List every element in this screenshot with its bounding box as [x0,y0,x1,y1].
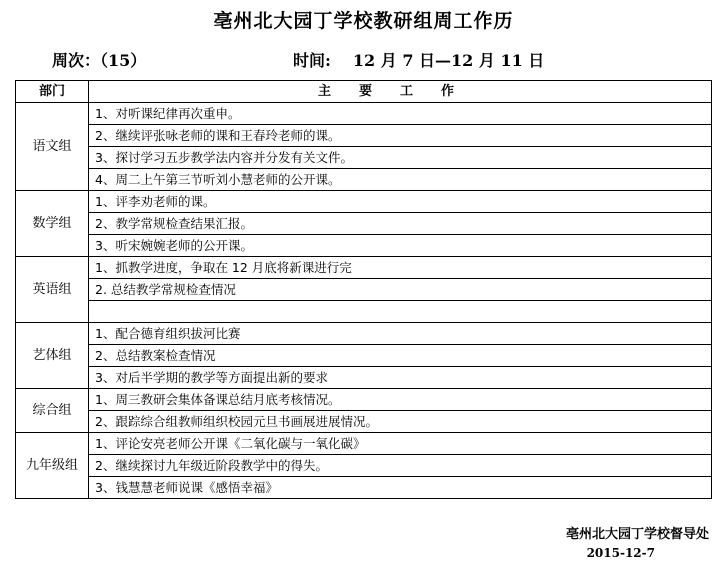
dept-cell: 语文组 [16,103,89,191]
week-number: 周次：（15） [52,51,147,70]
task-cell: 2、继续评张咏老师的课和王春玲老师的课。 [89,125,712,147]
table-row [16,235,712,257]
table-row [16,345,712,367]
table-row [16,455,712,477]
task-cell: 1、评论安亮老师公开课《二氧化碳与一氧化碳》 [89,433,712,455]
schedule-body [16,103,712,499]
table-row [16,389,712,411]
task-cell: 3、听宋婉婉老师的公开课。 [89,235,712,257]
task-cell: 2、跟踪综合组教师组织校园元旦书画展进展情况。 [89,411,712,433]
dept-cell: 九年级组 [16,433,89,499]
time-range: 12 月 7 日—12 月 11 日 [352,51,545,70]
task-cell [89,301,712,323]
task-cell: 2、教学常规检查结果汇报。 [89,213,712,235]
task-cell: 1、对听课纪律再次重申。 [89,103,712,125]
table-row [16,213,712,235]
task-cell: 3、对后半学期的教学等方面提出新的要求 [89,367,712,389]
table-row [16,169,712,191]
table-row [16,147,712,169]
task-cell: 3、探讨学习五步教学法内容并分发有关文件。 [89,147,712,169]
task-cell: 1、抓教学进度，争取在 12 月底将新课进行完 [89,257,712,279]
issue-date: 2015-12-7 [586,546,655,560]
table-row [16,191,712,213]
dept-cell: 艺体组 [16,323,89,389]
schedule-table [15,80,712,499]
table-header-row [16,81,712,103]
issuer: 亳州北大园丁学校督导处 [565,527,709,542]
task-cell: 1、配合德育组织拔河比赛 [89,323,712,345]
table-row [16,411,712,433]
dept-cell: 英语组 [16,257,89,323]
task-cell: 2. 总结教学常规检查情况 [89,279,712,301]
task-cell: 1、评李劝老师的课。 [89,191,712,213]
table-row [16,301,712,323]
table-row [16,257,712,279]
table-row [16,125,712,147]
table-row [16,323,712,345]
table-row [16,433,712,455]
header-tasks: 主要工作 [89,81,712,103]
table-row [16,103,712,125]
time-info [293,48,544,71]
table-row [16,367,712,389]
task-cell: 4、周二上午第三节听刘小慧老师的公开课。 [89,169,712,191]
document-title: 亳州北大园丁学校教研组周工作历 [213,10,514,32]
task-cell: 3、钱慧慧老师说课《感悟幸福》 [89,477,712,499]
task-cell: 1、周三教研会集体备课总结月底考核情况。 [89,389,712,411]
header-dept: 部门 [16,81,89,103]
task-cell: 2、总结教案检查情况 [89,345,712,367]
table-row [16,477,712,499]
dept-cell: 综合组 [16,389,89,433]
dept-cell: 数学组 [16,191,89,257]
task-cell: 2、继续探讨九年级近阶段教学中的得失。 [89,455,712,477]
time-label: 时间: [293,51,331,70]
table-row [16,279,712,301]
